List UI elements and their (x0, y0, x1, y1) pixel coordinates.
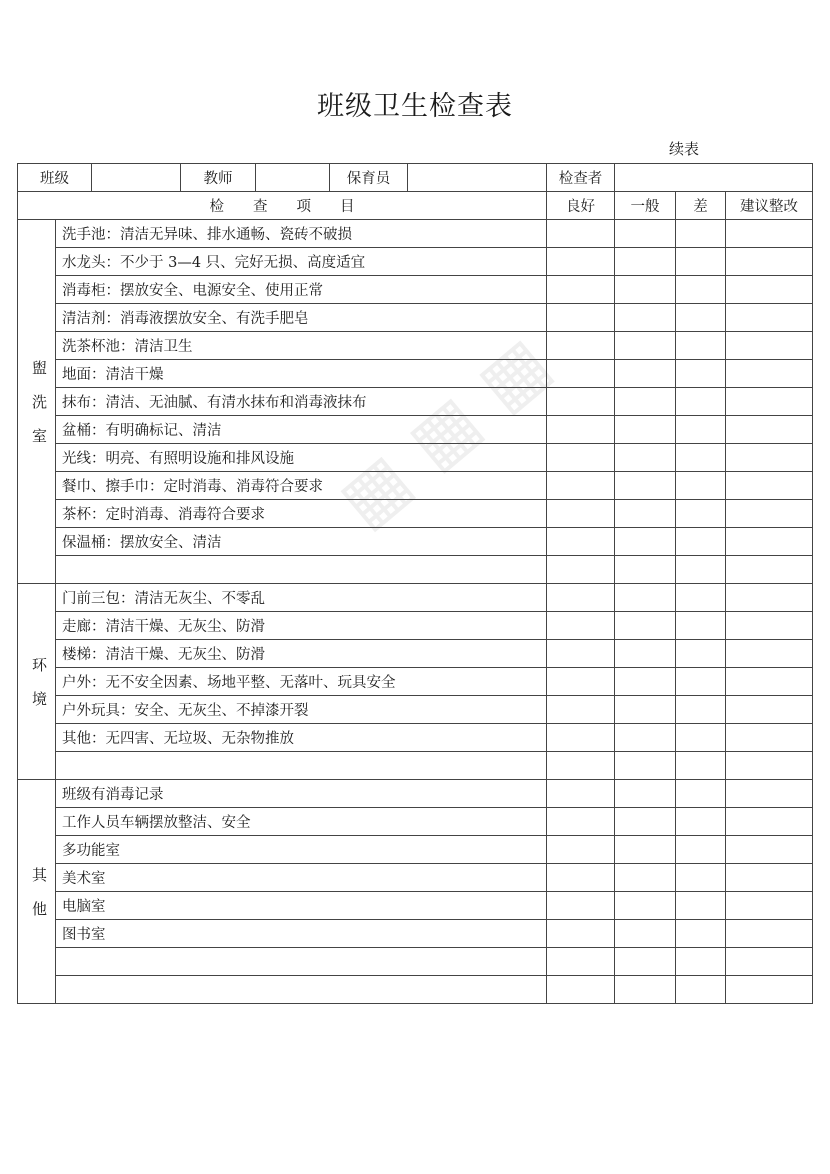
good-cell[interactable] (547, 920, 615, 948)
normal-cell[interactable] (615, 416, 676, 444)
good-cell[interactable] (547, 752, 615, 780)
continuation-label: 续表 (669, 140, 700, 158)
table-row (18, 640, 813, 668)
section-label-char: 环 (31, 655, 47, 674)
suggestion-cell[interactable] (726, 360, 813, 388)
good-cell[interactable] (547, 780, 615, 808)
inspector-value-field[interactable] (615, 164, 813, 192)
poor-cell[interactable] (676, 612, 726, 640)
teacher-value-field[interactable] (256, 164, 330, 192)
normal-cell[interactable] (615, 556, 676, 584)
suggestion-cell[interactable] (726, 556, 813, 584)
suggestion-cell[interactable] (726, 444, 813, 472)
suggestion-cell[interactable] (726, 472, 813, 500)
suggestion-cell[interactable] (726, 388, 813, 416)
class-value-field[interactable] (92, 164, 181, 192)
suggestion-cell[interactable] (726, 248, 813, 276)
check-item: 茶杯：定时消毒、消毒符合要求 (56, 500, 547, 528)
check-item: 户外玩具：安全、无灰尘、不掉漆开裂 (56, 696, 547, 724)
good-cell[interactable] (547, 360, 615, 388)
suggestion-cell[interactable] (726, 276, 813, 304)
good-cell[interactable] (547, 416, 615, 444)
page-title: 班级卫生检查表 (317, 91, 513, 122)
section-label-char: 其 (31, 865, 47, 884)
suggestion-cell[interactable] (726, 780, 813, 808)
check-item: 图书室 (56, 920, 547, 948)
good-cell[interactable] (547, 808, 615, 836)
normal-cell[interactable] (615, 836, 676, 864)
normal-cell[interactable] (615, 248, 676, 276)
section-label (18, 780, 56, 1004)
check-item: 洗手池：清洁无异味、排水通畅、瓷砖不破损 (56, 220, 547, 248)
section-label (18, 220, 56, 584)
poor-cell[interactable] (676, 752, 726, 780)
class-label: 班级 (18, 164, 92, 192)
poor-cell[interactable] (676, 836, 726, 864)
poor-cell[interactable] (676, 780, 726, 808)
check-item: 班级有消毒记录 (56, 780, 547, 808)
table-row (18, 976, 813, 1004)
suggestion-cell[interactable] (726, 220, 813, 248)
poor-column-header: 差 (676, 192, 726, 220)
poor-cell[interactable] (676, 248, 726, 276)
suggestion-cell[interactable] (726, 304, 813, 332)
good-cell[interactable] (547, 948, 615, 976)
poor-cell[interactable] (676, 668, 726, 696)
table-row (18, 584, 813, 612)
check-item: 清洁剂：消毒液摆放安全、有洗手肥皂 (56, 304, 547, 332)
poor-cell[interactable] (676, 304, 726, 332)
check-item: 光线：明亮、有照明设施和排风设施 (56, 444, 547, 472)
poor-cell[interactable] (676, 920, 726, 948)
check-item: 多功能室 (56, 836, 547, 864)
check-item: 门前三包：清洁无灰尘、不零乱 (56, 584, 547, 612)
check-item (56, 976, 547, 1004)
normal-cell[interactable] (615, 276, 676, 304)
good-cell[interactable] (547, 472, 615, 500)
good-cell[interactable] (547, 388, 615, 416)
table-row (18, 808, 813, 836)
normal-cell[interactable] (615, 780, 676, 808)
suggestion-cell[interactable] (726, 332, 813, 360)
normal-cell[interactable] (615, 696, 676, 724)
table-row (18, 276, 813, 304)
caregiver-value-field[interactable] (408, 164, 547, 192)
suggestion-cell[interactable] (726, 640, 813, 668)
check-item: 保温桶：摆放安全、清洁 (56, 528, 547, 556)
poor-cell[interactable] (676, 360, 726, 388)
table-row (18, 388, 813, 416)
table-row (18, 416, 813, 444)
good-cell[interactable] (547, 584, 615, 612)
table-row (18, 864, 813, 892)
good-cell[interactable] (547, 836, 615, 864)
normal-cell[interactable] (615, 332, 676, 360)
poor-cell[interactable] (676, 556, 726, 584)
suggestion-cell[interactable] (726, 612, 813, 640)
normal-cell[interactable] (615, 808, 676, 836)
good-cell[interactable] (547, 332, 615, 360)
check-item: 其他：无四害、无垃圾、无杂物推放 (56, 724, 547, 752)
table-row (18, 612, 813, 640)
check-item: 美术室 (56, 864, 547, 892)
poor-cell[interactable] (676, 332, 726, 360)
section-label-char: 洗 (31, 392, 47, 411)
good-cell[interactable] (547, 220, 615, 248)
good-cell[interactable] (547, 304, 615, 332)
poor-cell[interactable] (676, 472, 726, 500)
check-item (56, 948, 547, 976)
suggestion-cell[interactable] (726, 724, 813, 752)
caregiver-label: 保育员 (330, 164, 408, 192)
inspector-label: 检查者 (547, 164, 615, 192)
check-item (56, 752, 547, 780)
good-cell[interactable] (547, 696, 615, 724)
section-label-char: 室 (31, 426, 47, 445)
items-column-header: 检 查 项 目 (18, 192, 547, 220)
check-item: 抹布：清洁、无油腻、有清水抹布和消毒液抹布 (56, 388, 547, 416)
section-label-char: 盥 (31, 358, 47, 377)
teacher-label: 教师 (181, 164, 256, 192)
poor-cell[interactable] (676, 388, 726, 416)
suggestion-cell[interactable] (726, 976, 813, 1004)
normal-cell[interactable] (615, 220, 676, 248)
good-cell[interactable] (547, 500, 615, 528)
poor-cell[interactable] (676, 220, 726, 248)
table-row (18, 696, 813, 724)
normal-cell[interactable] (615, 584, 676, 612)
watermark-logo: ▦ ▦ ▦ (322, 320, 565, 543)
normal-cell[interactable] (615, 304, 676, 332)
table-row (18, 724, 813, 752)
good-cell[interactable] (547, 248, 615, 276)
column-header-row (18, 192, 813, 220)
check-item: 盆桶：有明确标记、清洁 (56, 416, 547, 444)
check-item: 电脑室 (56, 892, 547, 920)
poor-cell[interactable] (676, 276, 726, 304)
suggestion-column-header: 建议整改 (726, 192, 813, 220)
poor-cell[interactable] (676, 500, 726, 528)
poor-cell[interactable] (676, 640, 726, 668)
check-item: 餐巾、擦手巾：定时消毒、消毒符合要求 (56, 472, 547, 500)
suggestion-cell[interactable] (726, 528, 813, 556)
good-cell[interactable] (547, 976, 615, 1004)
table-row (18, 500, 813, 528)
normal-cell[interactable] (615, 444, 676, 472)
section-label (18, 584, 56, 780)
check-item (56, 556, 547, 584)
poor-cell[interactable] (676, 696, 726, 724)
suggestion-cell[interactable] (726, 696, 813, 724)
suggestion-cell[interactable] (726, 752, 813, 780)
suggestion-cell[interactable] (726, 500, 813, 528)
table-row (18, 836, 813, 864)
normal-cell[interactable] (615, 752, 676, 780)
poor-cell[interactable] (676, 948, 726, 976)
good-cell[interactable] (547, 276, 615, 304)
table-row (18, 248, 813, 276)
table-row (18, 668, 813, 696)
poor-cell[interactable] (676, 444, 726, 472)
suggestion-cell[interactable] (726, 892, 813, 920)
suggestion-cell[interactable] (726, 920, 813, 948)
table-row (18, 556, 813, 584)
table-row (18, 892, 813, 920)
suggestion-cell[interactable] (726, 836, 813, 864)
check-item: 楼梯：清洁干燥、无灰尘、防滑 (56, 640, 547, 668)
normal-cell[interactable] (615, 640, 676, 668)
check-item: 水龙头：不少于 3—4 只、完好无损、高度适宜 (56, 248, 547, 276)
check-item: 消毒柜：摆放安全、电源安全、使用正常 (56, 276, 547, 304)
check-item: 地面：清洁干燥 (56, 360, 547, 388)
good-cell[interactable] (547, 444, 615, 472)
poor-cell[interactable] (676, 864, 726, 892)
check-item: 户外：无不安全因素、场地平整、无落叶、玩具安全 (56, 668, 547, 696)
normal-cell[interactable] (615, 472, 676, 500)
normal-cell[interactable] (615, 892, 676, 920)
poor-cell[interactable] (676, 724, 726, 752)
poor-cell[interactable] (676, 584, 726, 612)
table-row (18, 528, 813, 556)
normal-cell[interactable] (615, 920, 676, 948)
normal-column-header: 一般 (615, 192, 676, 220)
table-row (18, 360, 813, 388)
suggestion-cell[interactable] (726, 668, 813, 696)
normal-cell[interactable] (615, 528, 676, 556)
header-row (18, 164, 813, 192)
section-label-char: 境 (31, 689, 47, 708)
normal-cell[interactable] (615, 948, 676, 976)
table-row (18, 948, 813, 976)
good-cell[interactable] (547, 724, 615, 752)
table-row (18, 444, 813, 472)
good-column-header: 良好 (547, 192, 615, 220)
normal-cell[interactable] (615, 864, 676, 892)
suggestion-cell[interactable] (726, 808, 813, 836)
normal-cell[interactable] (615, 500, 676, 528)
normal-cell[interactable] (615, 612, 676, 640)
good-cell[interactable] (547, 612, 615, 640)
poor-cell[interactable] (676, 892, 726, 920)
table-row (18, 220, 813, 248)
normal-cell[interactable] (615, 388, 676, 416)
poor-cell[interactable] (676, 528, 726, 556)
check-item: 工作人员车辆摆放整洁、安全 (56, 808, 547, 836)
table-row (18, 332, 813, 360)
poor-cell[interactable] (676, 808, 726, 836)
table-row (18, 752, 813, 780)
suggestion-cell[interactable] (726, 864, 813, 892)
check-item: 走廊：清洁干燥、无灰尘、防滑 (56, 612, 547, 640)
table-row (18, 780, 813, 808)
good-cell[interactable] (547, 864, 615, 892)
inspection-table (17, 163, 813, 1004)
good-cell[interactable] (547, 892, 615, 920)
section-label-char: 他 (31, 899, 47, 918)
suggestion-cell[interactable] (726, 584, 813, 612)
good-cell[interactable] (547, 528, 615, 556)
poor-cell[interactable] (676, 416, 726, 444)
suggestion-cell[interactable] (726, 948, 813, 976)
suggestion-cell[interactable] (726, 416, 813, 444)
good-cell[interactable] (547, 640, 615, 668)
good-cell[interactable] (547, 668, 615, 696)
normal-cell[interactable] (615, 668, 676, 696)
good-cell[interactable] (547, 556, 615, 584)
table-row (18, 472, 813, 500)
normal-cell[interactable] (615, 976, 676, 1004)
table-row (18, 920, 813, 948)
table-row (18, 304, 813, 332)
poor-cell[interactable] (676, 976, 726, 1004)
check-item: 洗茶杯池：清洁卫生 (56, 332, 547, 360)
normal-cell[interactable] (615, 360, 676, 388)
normal-cell[interactable] (615, 724, 676, 752)
